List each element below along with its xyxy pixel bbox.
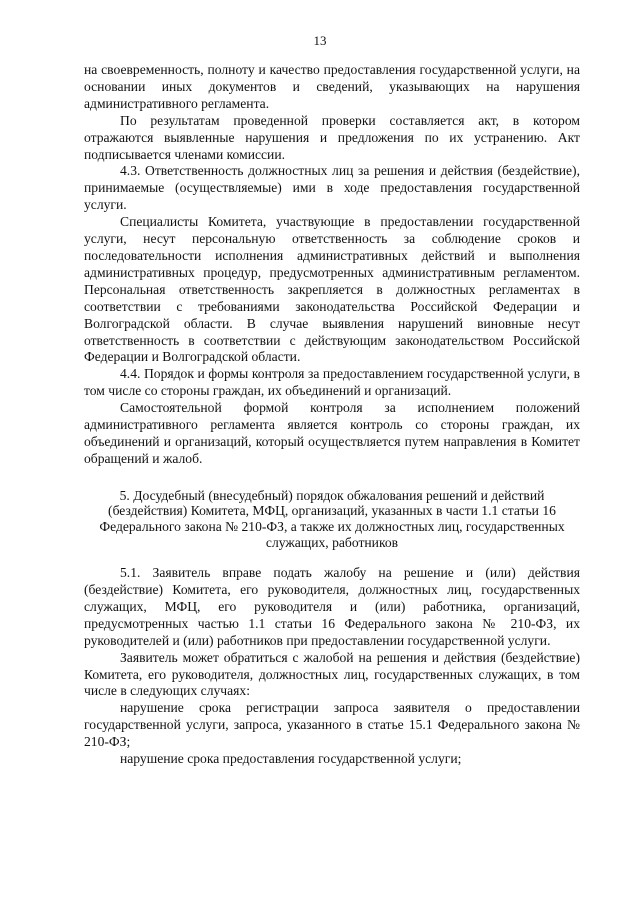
paragraph: Заявитель может обратиться с жалобой на решения и действия (бездействие) Комитета, его руководителя, должностных лиц, государственных служащих, в том числе в следующих случаях: xyxy=(84,649,580,699)
paragraph: Специалисты Комитета, участвующие в предоставлении государственной услуги, несут персональную ответственность за соблюдение сроков и последовательности исполнения административных действий и выполнения административных процедур, предусмотренных административным регламентом. Персональная ответственность закрепляется в должностных регламентах в соответствии с требованиями законодательства Российской Федерации и Волгоградской области. В случае выявления нарушений виновные несут ответственность в соответствии с действующим законодательством Российской Федерации и Волгоградской области. xyxy=(84,214,580,365)
paragraph: Самостоятельной формой контроля за исполнением положений административного регламента является контроль со стороны граждан, их объединений и организаций, который осуществляется путем направления в Комитет обращений и жалоб. xyxy=(84,400,580,466)
subsection-4-3: 4.3. Ответственность должностных лиц за решения и действия (бездействие), принимаемые (осуществляемые) ими в ходе предоставления государственной услуги. xyxy=(84,163,580,213)
section-heading: 5. Досудебный (внесудебный) порядок обжалования решений и действий (бездействия) Комитета, МФЦ, организаций, указанных в части 1.1 статьи 16 Федерального закона № 210-ФЗ, а также их должностных лиц, государственных служащих, работников xyxy=(99,487,565,550)
subsection-4-4: 4.4. Порядок и формы контроля за предоставлением государственной услуги, в том числе со стороны граждан, их объединений и организаций. xyxy=(84,366,580,399)
list-item: нарушение срока регистрации запроса заявителя о предоставлении государственной услуги, запроса, указанного в статье 15.1 Федерального закона № 210-ФЗ; xyxy=(84,700,580,750)
subsection-5-1: 5.1. Заявитель вправе подать жалобу на решение и (или) действия (бездействие) Комитета, его руководителя, должностных лиц, государственных служащих, МФЦ, его руководителя и (или) работника, организаций, предусмотренных частью 1.1 статьи 16 Федерального закона № 210-ФЗ, их руководителей и (или) работников при предоставлении государственной услуги. xyxy=(84,565,580,648)
list-item: нарушение срока предоставления государственной услуги; xyxy=(120,751,462,767)
spacer xyxy=(84,468,580,488)
paragraph: на своевременность, полноту и качество предоставления государственной услуги, на основании иных документов и сведений, указывающих на нарушения административного регламента. xyxy=(84,62,580,111)
spacer xyxy=(84,550,580,565)
document-body xyxy=(84,62,580,768)
page-number: 13 xyxy=(313,33,327,48)
paragraph: По результатам проведенной проверки составляется акт, в котором отражаются выявленные нарушения и предложения по их устранению. Акт подписывается членами комиссии. xyxy=(84,112,580,162)
